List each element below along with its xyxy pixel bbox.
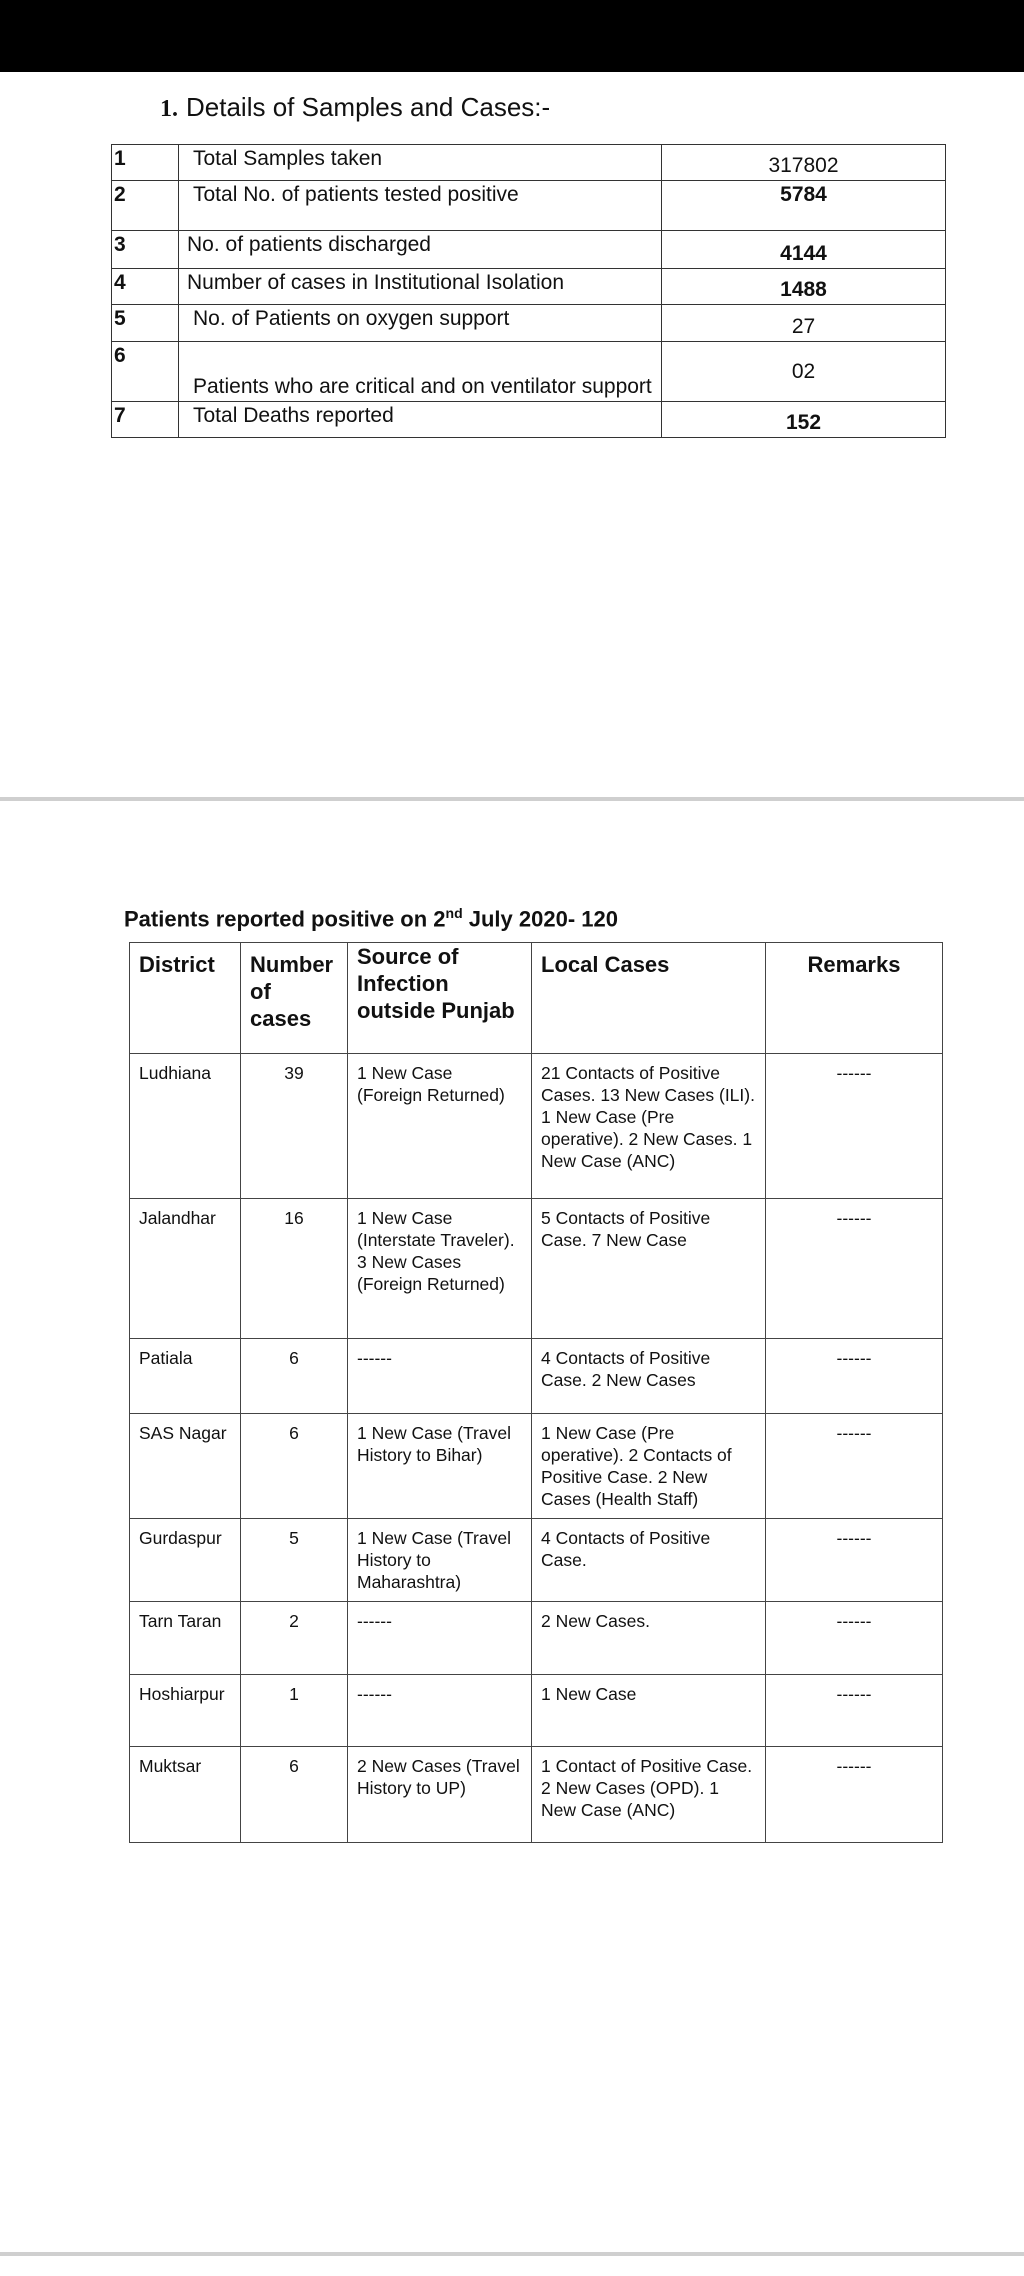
table-row [112, 181, 946, 231]
local-cell: 4 Contacts of Positive Case. [532, 1519, 766, 1602]
local-cell: 4 Contacts of Positive Case. 2 New Cases [532, 1339, 766, 1414]
source-cell: 2 New Cases (Travel History to UP) [348, 1747, 532, 1843]
table-row [112, 145, 946, 181]
remarks-cell: ------ [766, 1675, 943, 1747]
source-cell: ------ [348, 1602, 532, 1675]
table-row [130, 1747, 943, 1843]
row-value: 152 [662, 402, 946, 438]
number-cell: 2 [241, 1602, 348, 1675]
local-cell: 1 New Case [532, 1675, 766, 1747]
source-cell: 1 New Case (Travel History to Bihar) [348, 1414, 532, 1519]
section1-number: 1. [160, 96, 178, 122]
header-row [130, 943, 943, 1054]
row-index: 3 [112, 231, 179, 269]
remarks-cell: ------ [766, 1519, 943, 1602]
row-index: 7 [112, 402, 179, 438]
table-row [112, 231, 946, 269]
section2-title [124, 905, 618, 932]
remarks-cell: ------ [766, 1414, 943, 1519]
number-cell: 6 [241, 1414, 348, 1519]
district-cell: Jalandhar [130, 1199, 241, 1339]
number-cell: 16 [241, 1199, 348, 1339]
remarks-cell: ------ [766, 1199, 943, 1339]
row-value: 27 [662, 305, 946, 342]
source-cell: 1 New Case (Foreign Returned) [348, 1054, 532, 1199]
top-black-bar [0, 0, 1024, 72]
table-row [112, 305, 946, 342]
source-cell: 1 New Case (Travel History to Maharashtra) [348, 1519, 532, 1602]
local-cell: 2 New Cases. [532, 1602, 766, 1675]
header-source: Source of Infection outside Punjab [348, 943, 532, 1054]
table-row [130, 1519, 943, 1602]
source-cell: 1 New Case (Interstate Traveler). 3 New Cases (Foreign Returned) [348, 1199, 532, 1339]
district-cell: SAS Nagar [130, 1414, 241, 1519]
row-label: Number of cases in Institutional Isolation [179, 269, 662, 305]
remarks-cell: ------ [766, 1054, 943, 1199]
district-cell: Ludhiana [130, 1054, 241, 1199]
row-index: 4 [112, 269, 179, 305]
section1-heading [160, 92, 550, 123]
table-row [112, 342, 946, 402]
page-divider [0, 797, 1024, 801]
number-cell: 6 [241, 1339, 348, 1414]
remarks-cell: ------ [766, 1602, 943, 1675]
header-local: Local Cases [532, 943, 766, 1054]
row-label: Patients who are critical and on ventilator support [179, 342, 662, 402]
number-cell: 5 [241, 1519, 348, 1602]
row-label: No. of Patients on oxygen support [179, 305, 662, 342]
page-divider [0, 2252, 1024, 2256]
row-index: 1 [112, 145, 179, 181]
table-row [130, 1199, 943, 1339]
table-row [130, 1602, 943, 1675]
row-index: 2 [112, 181, 179, 231]
local-cell: 1 New Case (Pre operative). 2 Contacts of Positive Case. 2 New Cases (Health Staff) [532, 1414, 766, 1519]
table-row [130, 1675, 943, 1747]
header-number: Number of cases [241, 943, 348, 1054]
number-cell: 39 [241, 1054, 348, 1199]
row-label: Total Deaths reported [179, 402, 662, 438]
row-index: 6 [112, 342, 179, 402]
title-superscript: nd [445, 905, 463, 921]
source-cell: ------ [348, 1339, 532, 1414]
row-label: Total Samples taken [179, 145, 662, 181]
table-row [130, 1339, 943, 1414]
row-label: No. of patients discharged [179, 231, 662, 269]
row-value: 4144 [662, 231, 946, 269]
district-cell: Tarn Taran [130, 1602, 241, 1675]
title-text: Patients reported positive on 2 [124, 906, 446, 932]
table-row [112, 269, 946, 305]
table-row [130, 1054, 943, 1199]
district-cell: Gurdaspur [130, 1519, 241, 1602]
row-value: 5784 [662, 181, 946, 231]
local-cell: 5 Contacts of Positive Case. 7 New Case [532, 1199, 766, 1339]
row-value: 02 [662, 342, 946, 402]
title-text-end: July 2020- 120 [462, 906, 618, 932]
samples-cases-table [111, 144, 946, 438]
district-cell: Hoshiarpur [130, 1675, 241, 1747]
table-row [112, 402, 946, 438]
remarks-cell: ------ [766, 1747, 943, 1843]
section1-title: Details of Samples and Cases:- [186, 92, 551, 122]
local-cell: 1 Contact of Positive Case. 2 New Cases (OPD). 1 New Case (ANC) [532, 1747, 766, 1843]
district-cases-table [129, 942, 943, 1843]
table-row [130, 1414, 943, 1519]
local-cell: 21 Contacts of Positive Cases. 13 New Cases (ILI). 1 New Case (Pre operative). 2 New Cases. 1 New Case (ANC) [532, 1054, 766, 1199]
district-cell: Muktsar [130, 1747, 241, 1843]
source-cell: ------ [348, 1675, 532, 1747]
row-value: 317802 [662, 145, 946, 181]
header-district: District [130, 943, 241, 1054]
row-label: Total No. of patients tested positive [179, 181, 662, 231]
number-cell: 1 [241, 1675, 348, 1747]
row-index: 5 [112, 305, 179, 342]
district-cell: Patiala [130, 1339, 241, 1414]
header-remarks: Remarks [766, 943, 943, 1054]
number-cell: 6 [241, 1747, 348, 1843]
remarks-cell: ------ [766, 1339, 943, 1414]
row-value: 1488 [662, 269, 946, 305]
